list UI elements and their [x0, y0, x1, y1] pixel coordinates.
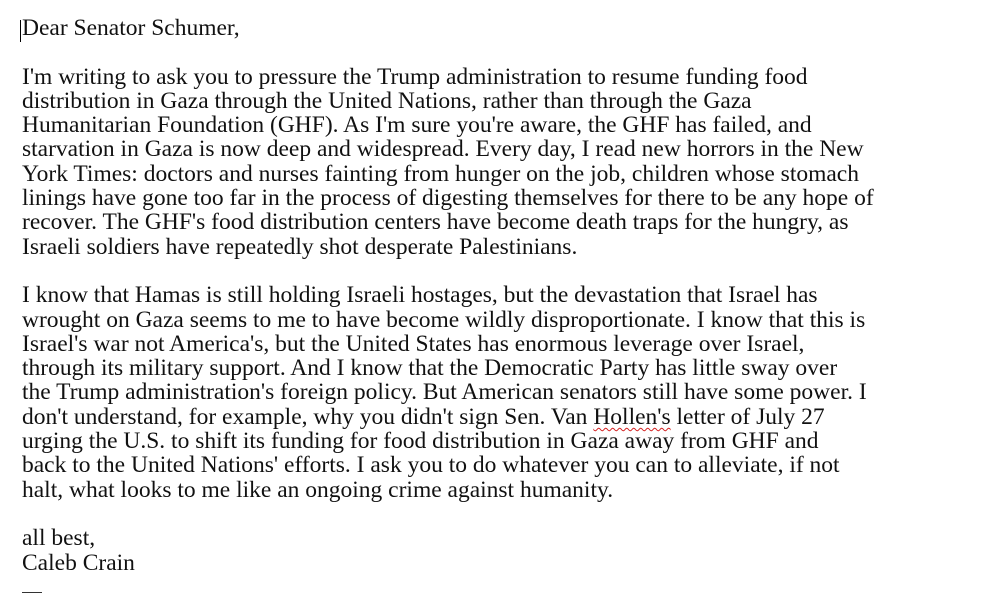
paragraph-line: Israel's war not America's, but the United States has enormous leverage over Israel, [22, 330, 805, 357]
text-cursor [20, 20, 21, 42]
line-text: don't understand, for example, why you didn't sign Sen. Van [22, 403, 594, 430]
closing: all best, [22, 525, 96, 552]
blank-line [22, 259, 992, 283]
paragraph-line: recover. The GHF's food distribution centers have become death traps for the hungry, as [22, 209, 849, 236]
paragraph-line: through its military support. And I know that the Democratic Party has little sway over [22, 355, 838, 382]
paragraph-line: Humanitarian Foundation (GHF). As I'm sure you're aware, the GHF has failed, and [22, 112, 812, 139]
blank-line [22, 502, 992, 526]
paragraph-line: linings have gone too far in the process of digesting themselves for there to be any hope of [22, 185, 874, 212]
paragraph-line: halt, what looks to me like an ongoing crime against humanity. [22, 476, 614, 503]
paragraph-line: wrought on Gaza seems to me to have become wildly disproportionate. I know that this is [22, 306, 866, 333]
line-text: letter of July 27 [670, 403, 825, 430]
signature: Caleb Crain [22, 549, 135, 576]
paragraph-line: urging the U.S. to shift its funding for food distribution in Gaza away from GHF and [22, 428, 819, 455]
salutation: Dear Senator Schumer, [22, 15, 240, 41]
paragraph-line: Israeli soldiers have repeatedly shot desperate Palestinians. [22, 233, 578, 260]
blank-line [22, 40, 992, 64]
document-body[interactable] [22, 16, 992, 575]
paragraph-line: distribution in Gaza through the United Nations, rather than through the Gaza [22, 87, 752, 114]
paragraph-line: I'm writing to ask you to pressure the Trump administration to resume funding food [22, 63, 808, 90]
page-edge-mark [22, 592, 42, 593]
paragraph-line: the Trump administration's foreign policy. But American senators still have some power. I [22, 379, 867, 406]
paragraph-line: starvation in Gaza is now deep and widespread. Every day, I read new horrors in the New [22, 136, 864, 163]
paragraph-2 [22, 283, 992, 502]
paragraph-line [22, 405, 992, 429]
paragraph-1 [22, 65, 992, 259]
paragraph-line: I know that Hamas is still holding Israeli hostages, but the devastation that Israel has [22, 282, 818, 309]
paragraph-line: York Times: doctors and nurses fainting from hunger on the job, children whose stomach [22, 160, 859, 187]
paragraph-line: back to the United Nations' efforts. I ask you to do whatever you can to alleviate, if not [22, 452, 840, 479]
spellcheck-flagged-word[interactable]: Hollen's [593, 403, 671, 430]
